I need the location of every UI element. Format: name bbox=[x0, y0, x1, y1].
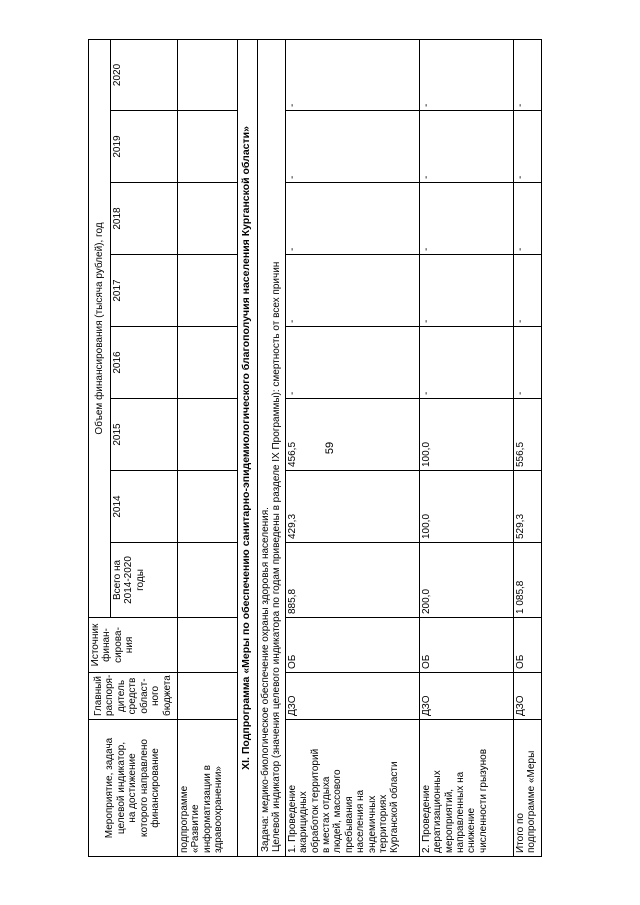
row-total: 885,8 bbox=[285, 543, 419, 618]
indicator-text: Целевой индикатор (значения целевого индикатора по годам приведены в разделе IX Программы): смертность от всех причин bbox=[271, 39, 285, 856]
row-year-value: 456,5 bbox=[285, 399, 419, 471]
row-year-value: - bbox=[419, 183, 513, 255]
header-total: Всего на 2014-2020 годы bbox=[111, 543, 178, 618]
rotated-table-container bbox=[88, 39, 568, 857]
header-year: 2019 bbox=[111, 111, 178, 183]
row-year-value: 529,3 bbox=[513, 471, 541, 543]
row-manager: ДЗО bbox=[419, 673, 513, 720]
row-year-value: - bbox=[513, 111, 541, 183]
table-cell bbox=[178, 399, 238, 471]
header-manager: Главный распоря- дитель средств област- ного бюджета bbox=[89, 673, 178, 720]
header-year: 2016 bbox=[111, 327, 178, 399]
indicator-row bbox=[271, 39, 285, 856]
table-cell bbox=[178, 618, 238, 673]
task-text: Задача: медико-биологическое обеспечение охраны здоровья населения. bbox=[258, 39, 272, 856]
financing-table bbox=[88, 39, 542, 857]
table-row bbox=[285, 39, 419, 856]
header-year: 2018 bbox=[111, 183, 178, 255]
table-cell bbox=[178, 543, 238, 618]
row-year-value: - bbox=[285, 327, 419, 399]
row-year-value: - bbox=[419, 111, 513, 183]
header-event: Мероприятие, задача целевой индикатор, на достижение которого направлено финансирование bbox=[89, 720, 178, 857]
row-year-value: - bbox=[513, 183, 541, 255]
table-cell bbox=[178, 471, 238, 543]
row-year-value: - bbox=[513, 255, 541, 327]
row-label: 2. Проведение дератизационных мероприятий, направленных на снижение численности грызунов bbox=[419, 720, 513, 857]
row-year-value: 100,0 bbox=[419, 471, 513, 543]
row-year-value: - bbox=[513, 327, 541, 399]
header-year: 2020 bbox=[111, 39, 178, 110]
table-row bbox=[178, 39, 238, 856]
row-year-value: - bbox=[285, 183, 419, 255]
row-label: 1. Проведение акарицидных обработок территорий в местах отдыха людей, массового пребывания населения на эндемичных территориях Курганской области bbox=[285, 720, 419, 857]
table-row bbox=[513, 39, 541, 856]
row-year-value: 100,0 bbox=[419, 399, 513, 471]
table-cell bbox=[178, 39, 238, 110]
header-volume: Объем финансирования (тысяча рублей), год bbox=[89, 39, 111, 617]
row-year-value: 429,3 bbox=[285, 471, 419, 543]
row-year-value: - bbox=[419, 327, 513, 399]
row-year-value: - bbox=[285, 111, 419, 183]
section-title: XI. Подпрограмма «Меры по обеспечению санитарно-эпидемиологического благополучия населения Курганской области» bbox=[238, 39, 258, 856]
table-row bbox=[419, 39, 513, 856]
section-row bbox=[238, 39, 258, 856]
header-year: 2015 bbox=[111, 399, 178, 471]
row-year-value: - bbox=[419, 39, 513, 110]
row-manager: ДЗО bbox=[285, 673, 419, 720]
row-source: ОБ bbox=[285, 618, 419, 673]
table-cell bbox=[178, 673, 238, 720]
row-manager: ДЗО bbox=[513, 673, 541, 720]
row-year-value: - bbox=[285, 255, 419, 327]
task-row bbox=[258, 39, 272, 856]
row-year-value: - bbox=[285, 39, 419, 110]
row-total: 200,0 bbox=[419, 543, 513, 618]
header-year: 2017 bbox=[111, 255, 178, 327]
header-year: 2014 bbox=[111, 471, 178, 543]
table-cell bbox=[178, 111, 238, 183]
row-year-value: - bbox=[419, 255, 513, 327]
table-cell bbox=[178, 255, 238, 327]
table-cell bbox=[178, 183, 238, 255]
row-total: 1 085,8 bbox=[513, 543, 541, 618]
row-year-value: - bbox=[513, 39, 541, 110]
prev-row-label: подпрограмме «Развитие информатизации в здравоохранении» bbox=[178, 720, 238, 857]
row-year-value: 556,5 bbox=[513, 399, 541, 471]
row-source: ОБ bbox=[513, 618, 541, 673]
row-label: Итого по подпрограмме «Меры bbox=[513, 720, 541, 857]
row-source: ОБ bbox=[419, 618, 513, 673]
header-source: Источник финан- сирова- ния bbox=[89, 618, 178, 673]
table-cell bbox=[178, 327, 238, 399]
header-row bbox=[89, 39, 111, 856]
page-number: 59 bbox=[324, 441, 336, 455]
